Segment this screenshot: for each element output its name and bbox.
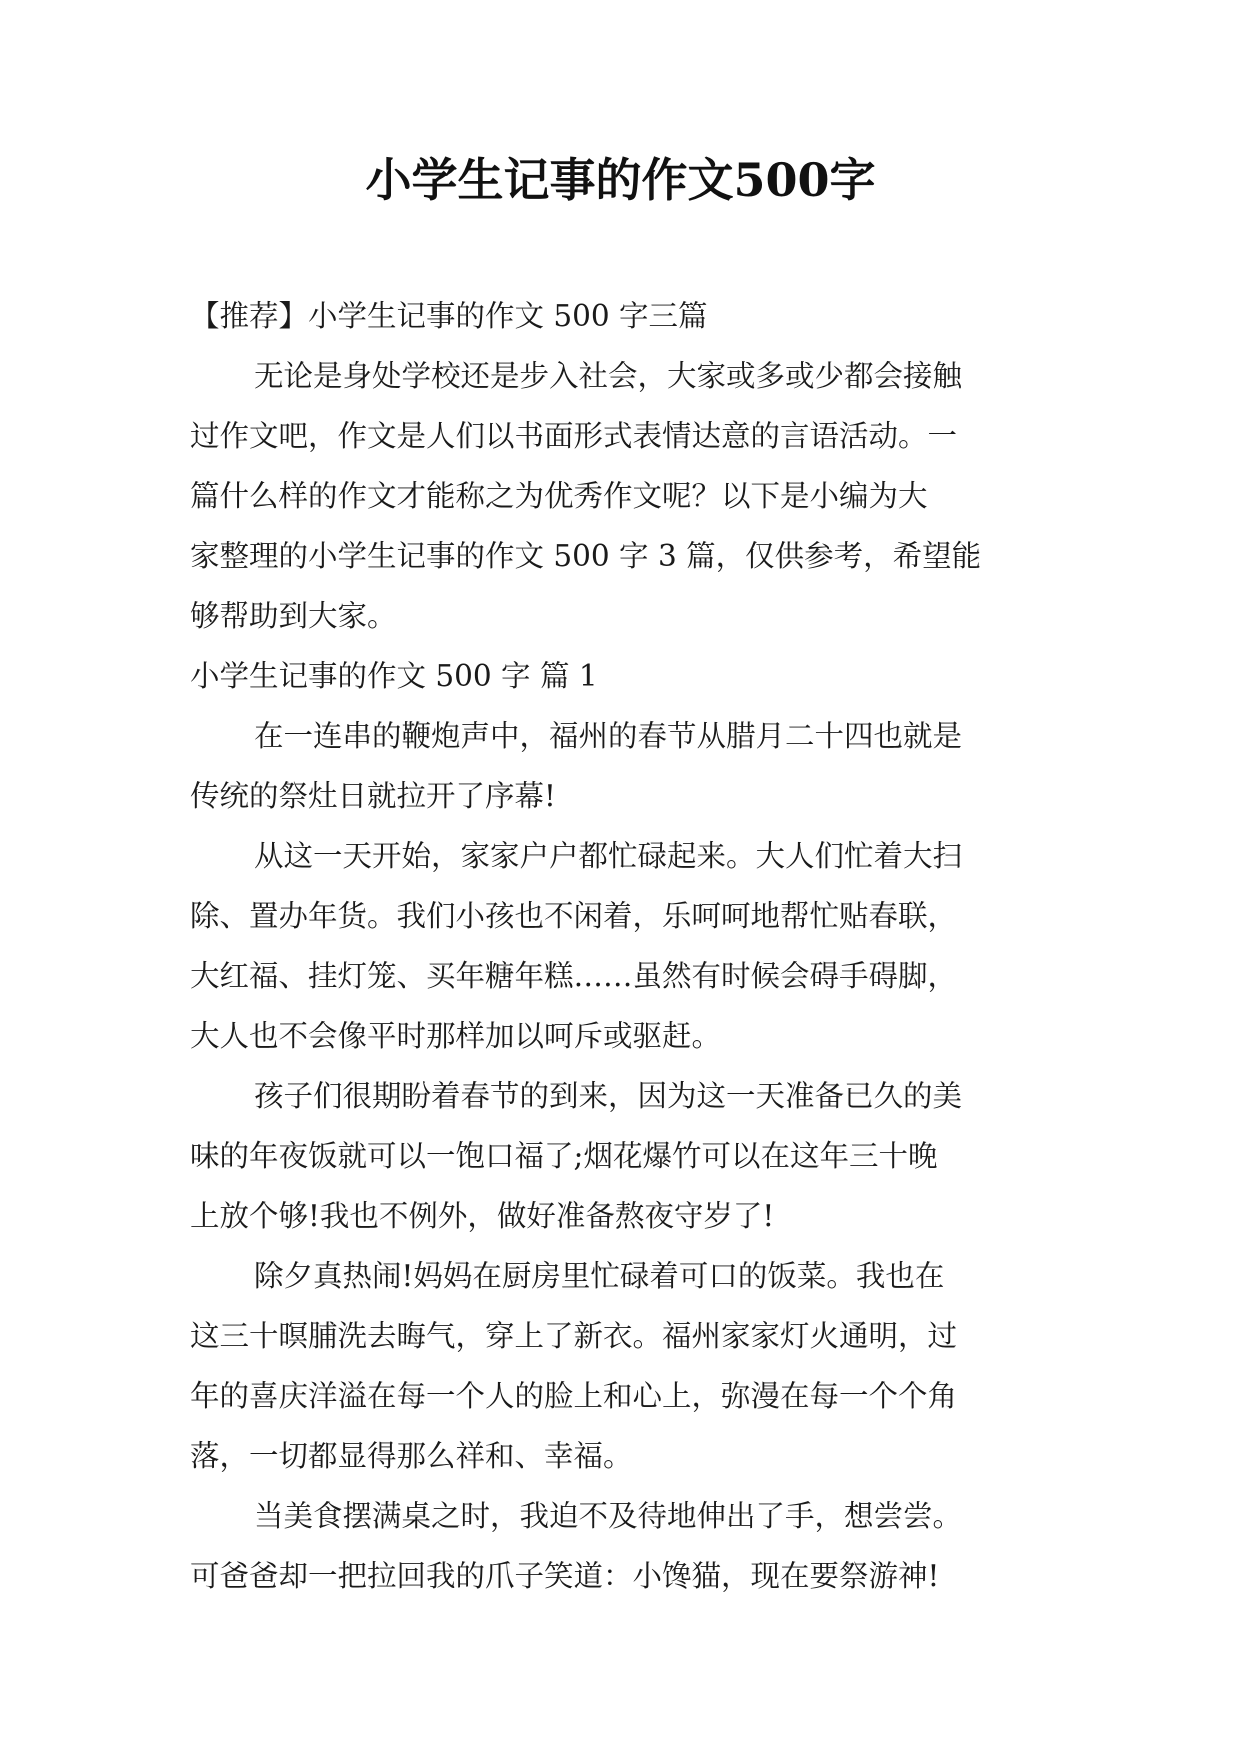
- text-line: 年的喜庆洋溢在每一个人的脸上和心上，弥漫在每一个个角: [190, 1379, 958, 1413]
- text-line: 篇什么样的作文才能称之为优秀作文呢？以下是小编为大: [190, 479, 928, 513]
- text-line: 家整理的小学生记事的作文 500 字 3 篇，仅供参考，希望能: [190, 539, 982, 573]
- text-line: 小学生记事的作文 500 字 篇 1: [190, 659, 598, 693]
- text-line: 传统的祭灶日就拉开了序幕!: [190, 779, 556, 813]
- text-line: 味的年夜饭就可以一饱口福了;烟花爆竹可以在这年三十晚: [190, 1139, 938, 1173]
- text-line: 上放个够!我也不例外，做好准备熬夜守岁了!: [190, 1199, 775, 1233]
- text-line: 除、置办年货。我们小孩也不闲着，乐呵呵地帮忙贴春联，: [190, 899, 958, 933]
- text-line: 过作文吧，作文是人们以书面形式表情达意的言语活动。一: [190, 419, 958, 453]
- text-line: 够帮助到大家。: [190, 599, 397, 633]
- paragraph-first-line: 无论是身处学校还是步入社会，大家或多或少都会接触: [254, 359, 963, 393]
- text-line: 【推荐】小学生记事的作文 500 字三篇: [190, 299, 708, 333]
- document-body: [190, 286, 1060, 1606]
- text-line: 可爸爸却一把拉回我的爪子笑道：小馋猫，现在要祭游神!: [190, 1559, 940, 1593]
- text-line: 大人也不会像平时那样加以呵斥或驱赶。: [190, 1019, 722, 1053]
- document-title: 小学生记事的作文500字: [365, 153, 876, 207]
- text-line: 落，一切都显得那么祥和、幸福。: [190, 1439, 633, 1473]
- paragraph-first-line: 当美食摆满桌之时，我迫不及待地伸出了手，想尝尝。: [254, 1499, 963, 1533]
- text-line: 大红福、挂灯笼、买年糖年糕……虽然有时候会碍手碍脚，: [190, 959, 958, 993]
- paragraph-first-line: 除夕真热闹!妈妈在厨房里忙碌着可口的饭菜。我也在: [254, 1259, 945, 1293]
- paragraph-first-line: 孩子们很期盼着春节的到来，因为这一天准备已久的美: [254, 1079, 963, 1113]
- text-line: 这三十暝脯洗去晦气，穿上了新衣。福州家家灯火通明，过: [190, 1319, 958, 1353]
- paragraph-first-line: 从这一天开始，家家户户都忙碌起来。大人们忙着大扫: [254, 839, 963, 873]
- paragraph-first-line: 在一连串的鞭炮声中，福州的春节从腊月二十四也就是: [254, 719, 963, 753]
